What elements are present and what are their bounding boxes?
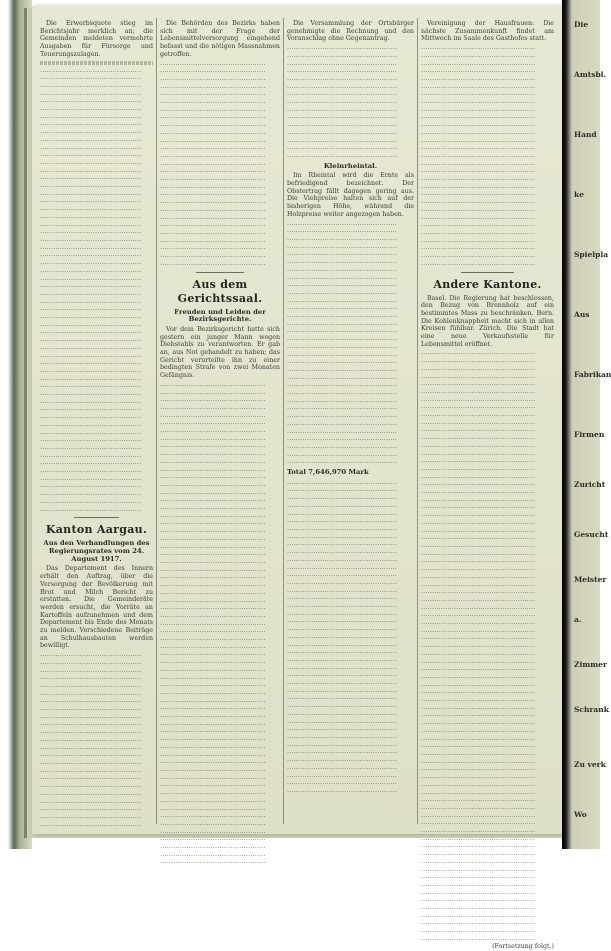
adjacent-fragment: Zuricht (574, 480, 606, 489)
subheading-bezirksgerichte: Freuden und Leiden der Bezirksgerichte. (174, 307, 266, 324)
column-2-intro: Die Behörden des Bezirks haben sich mit der Frage der Lebensmittelversorgung eingehend befasst und die nötigen Massnahmen getroffen. (160, 20, 280, 58)
adjacent-fragment: Spielpla (574, 250, 609, 259)
column-1-body: Das Departement des Innern erhält den Auftrag, über die Versorgung der Bevölkerung mit Brot und Milch Bericht zu erstatten. Die Gemeinderäte werden ersucht, die Vorräte an Kartoffeln aufzunehmen und dem Departement bis Ende des Monats zu melden. Verschiedene Beiträge an Schulhausbauten werden bewilligt. (40, 565, 153, 650)
adjacent-fragment: a. (574, 615, 582, 624)
adjacent-page-edge (562, 0, 611, 849)
heading-gerichtssaal: Aus dem Gerichtssaal. (177, 277, 263, 305)
continuation-note: (Fortsetzung folgt.) (492, 942, 554, 950)
column-1-intro: Die Erwerbsquote stieg im Berichtsjahr merklich an; die Gemeinden meldeten vermehrte Ausgaben für Fürsorge und Teuerungszulagen. (40, 20, 153, 58)
column-1: Die Erwerbsquote stieg im Berichtsjahr merklich an; die Gemeinden meldeten vermehrte Ausgaben für Fürsorge und Teuerungszulagen. .............................................. .............................................. .............................................. .............................................. .............................................. .............................................. .............................................. .............................................. .............................................. .............................................. .............................................. .............................................. .............................................. .............................................. .............................................. .............................................. .............................................. .............................................. .............................................. .............................................. .............................................. .............................................. .............................................. .............................................. .............................................. .............................................. .............................................. .............................................. .............................................. .............................................. .............................................. .............................................. .............................................. .............................................. .............................................. .............................................. .............................................. .............................................. .............................................. .............................................. .............................................. .............................................. .............................................. .............................................. .............................................. .............................................. .............................................. .............................................. .............................................. .............................................. .............................................. .............................................. .............................................. .............................................. .............................................. .............................................. .............................................. .............................................. Kanton Aargau. Aus den Verhandlungen des Regierungsrates vom 24. August 1917. Das Departement des Innern erhält den Auftrag, über die Versorgung der Bevölkerung mit Brot und Milch Bericht zu erstatten. Die Gemeinderäte werden ersucht, die Vorräte an Kartoffeln aufzunehmen und dem Departement bis Ende des Monats zu melden. Verschiedene Beiträge an Schulhausbauten werden bewilligt. .............................................. .............................................. .............................................. .............................................. .............................................. .............................................. .............................................. .............................................. .............................................. .............................................. .............................................. .............................................. .............................................. .............................................. .............................................. .............................................. .............................................. .............................................. .............................................. .............................................. .............................................. .............................................. .............................................. (40, 20, 153, 828)
column-4-body: Basel. Die Regierung hat beschlossen, den Bezug von Brennholz auf ein bestimmtes Mass zu beschränken. Bern. Die Kohlenknappheit macht sich in allen Kreisen fühlbar. Zürich. Die Stadt hat eine neue Verkaufsstelle für Lebensmittel eröffnet. (421, 294, 554, 348)
adjacent-fragment: ke (574, 190, 584, 199)
heading-kanton-aargau: Kanton Aargau. (45, 523, 148, 537)
column-rule (156, 18, 157, 824)
adjacent-fragment: Aus (574, 310, 590, 319)
adjacent-fragment: Wo (574, 810, 587, 819)
adjacent-fragment: Fabrikan (574, 370, 611, 379)
column-4-intro: Vereinigung der Hausfrauen: Die nächste Zusammenkunft findet am Mittwoch im Saale des Gasthofes statt. (421, 20, 554, 43)
heading-andere-kantone: Andere Kantone. (433, 277, 542, 291)
column-4: Vereinigung der Hausfrauen: Die nächste Zusammenkunft findet am Mittwoch im Saale des Gasthofes statt. .................................................... .................................................... .................................................... .................................................... .................................................... .................................................... .................................................... .................................................... .................................................... .................................................... .................................................... .................................................... .................................................... .................................................... .................................................... .................................................... .................................................... .................................................... .................................................... .................................................... .................................................... .................................................... .................................................... .................................................... .................................................... .................................................... .................................................... .................................................... .................................................... Andere Kantone. Basel. Die Regierung hat beschlossen, den Bezug von Brennholz auf ein bestimmtes Mass zu beschränken. Bern. Die Kohlenknappheit macht sich in allen Kreisen fühlbar. Zürich. Die Stadt hat eine neue Verkaufsstelle für Lebensmittel eröffnet. .................................................... .................................................... .................................................... .................................................... .................................................... .................................................... .................................................... .................................................... .................................................... .................................................... .................................................... .................................................... .................................................... .................................................... .................................................... .................................................... .................................................... .................................................... .................................................... .................................................... .................................................... .................................................... .................................................... .................................................... .................................................... .................................................... .................................................... .................................................... .................................................... .................................................... .................................................... .................................................... .................................................... .................................................... .................................................... .................................................... .................................................... .................................................... .................................................... .................................................... .................................................... .................................................... .................................................... .................................................... .................................................... .................................................... .................................................... .................................................... .................................................... .................................................... .................................................... .................................................... .................................................... .................................................... .................................................... .................................................... .................................................... .................................................... .................................................... .................................................... .................................................... .................................................... .................................................... .................................................... .................................................... .................................................... .................................................... .................................................... .................................................... .................................................... .................................................... .................................................... .................................................... .................................................... .................................................... .................................................... .................................................... (Fortsetzung folgt.) (421, 20, 554, 950)
adjacent-fragment: Zimmer (574, 660, 607, 669)
column-rule (417, 18, 418, 824)
adjacent-fragment: Gesucht (574, 530, 609, 539)
column-rule (283, 18, 284, 824)
adjacent-fragment: Zu verk (574, 760, 606, 769)
column-3-body: Im Rheintal wird die Ernte als befriedigend bezeichnet. Der Obstertrag fällt dagegen gering aus. Die Viehpreise halten sich auf der bisherigen Höhe, während die Holzpreise weiter angezogen haben. (287, 172, 414, 218)
adjacent-fragment: Hand (574, 130, 597, 139)
subheading-regierungsrat: Aus den Verhandlungen des Regierungsrates vom 24. August 1917. (43, 539, 150, 563)
total-line: Total 7,646,970 Mark (287, 468, 369, 477)
adjacent-fragment: Firmen (574, 430, 605, 439)
subheading-kleinrheintal: Kleinrheintal. (323, 161, 378, 170)
column-2: Die Behörden des Bezirks haben sich mit der Frage der Lebensmittelversorgung eingehend befasst und die nötigen Massnahmen getroffen. ................................................ ................................................ ................................................ ................................................ ................................................ ................................................ ................................................ ................................................ ................................................ ................................................ ................................................ ................................................ ................................................ ................................................ ................................................ ................................................ ................................................ ................................................ ................................................ ................................................ ................................................ ................................................ ................................................ ................................................ ................................................ ................................................ ................................................ Aus dem Gerichtssaal. Freuden und Leiden der Bezirksgerichte. Vor dem Bezirksgericht hatte sich gestern ein junger Mann wegen Diebstahls zu verantworten. Er gab an, aus Not gehandelt zu haben; das Gericht verurteilte ihn zu einer bedingten Strafe von zwei Monaten Gefängnis. ................................................ ................................................ ................................................ ................................................ ................................................ ................................................ ................................................ ................................................ ................................................ ................................................ ................................................ ................................................ ................................................ ................................................ ................................................ ................................................ ................................................ ................................................ ................................................ ................................................ ................................................ ................................................ ................................................ ................................................ ................................................ ................................................ ................................................ ................................................ ................................................ ................................................ ................................................ ................................................ ................................................ ................................................ ................................................ ................................................ ................................................ ................................................ ................................................ ................................................ ................................................ ................................................ ................................................ ................................................ ................................................ ................................................ ................................................ ................................................ ................................................ ................................................ ................................................ ................................................ ................................................ ................................................ ................................................ ................................................ ................................................ ................................................ ................................................ ................................................ ................................................ ................................................ ................................................ (160, 20, 280, 866)
newspaper-page (32, 6, 562, 950)
adjacent-fragment: Die (574, 20, 589, 29)
column-2-body: Vor dem Bezirksgericht hatte sich gestern ein junger Mann wegen Diebstahls zu verantworten. Er gab an, aus Not gehandelt zu haben; das Gericht verurteilte ihn zu einer bedingten Strafe von zwei Monaten Gefängnis. (160, 325, 280, 380)
adjacent-fragment: Schrank (574, 705, 609, 714)
adjacent-fragment: Meister (574, 575, 607, 584)
column-3: Die Versammlung der Ortsbürger genehmigte die Rechnung und den Voranschlag ohne Gegenantrag. .................................................. .................................................. .................................................. .................................................. .................................................. .................................................. .................................................. .................................................. .................................................. .................................................. .................................................. .................................................. .................................................. .................................................. .................................................. Kleinrheintal. Im Rheintal wird die Ernte als befriedigend bezeichnet. Der Obstertrag fällt dagegen gering aus. Die Viehpreise halten sich auf der bisherigen Höhe, während die Holzpreise weiter angezogen haben. .................................................. .................................................. .................................................. .................................................. .................................................. .................................................. .................................................. .................................................. .................................................. .................................................. .................................................. .................................................. .................................................. .................................................. .................................................. .................................................. .................................................. .................................................. .................................................. .................................................. .................................................. .................................................. .................................................. .................................................. .................................................. .................................................. .................................................. .................................................. .................................................. .................................................. .................................................. .................................................. Total 7,646,970 Mark .................................................. .................................................. .................................................. .................................................. .................................................. .................................................. .................................................. .................................................. .................................................. .................................................. .................................................. .................................................. .................................................. .................................................. .................................................. .................................................. .................................................. .................................................. .................................................. .................................................. .................................................. .................................................. .................................................. .................................................. .................................................. .................................................. .................................................. .................................................. .................................................. .................................................. .................................................. .................................................. .................................................. .................................................. .................................................. .................................................. .................................................. .................................................. .................................................. .................................................. .................................................. (287, 20, 414, 794)
adjacent-fragment: Amtsbl. (574, 70, 607, 79)
column-3-intro: Die Versammlung der Ortsbürger genehmigte die Rechnung und den Voranschlag ohne Gegenantrag. (287, 20, 414, 43)
